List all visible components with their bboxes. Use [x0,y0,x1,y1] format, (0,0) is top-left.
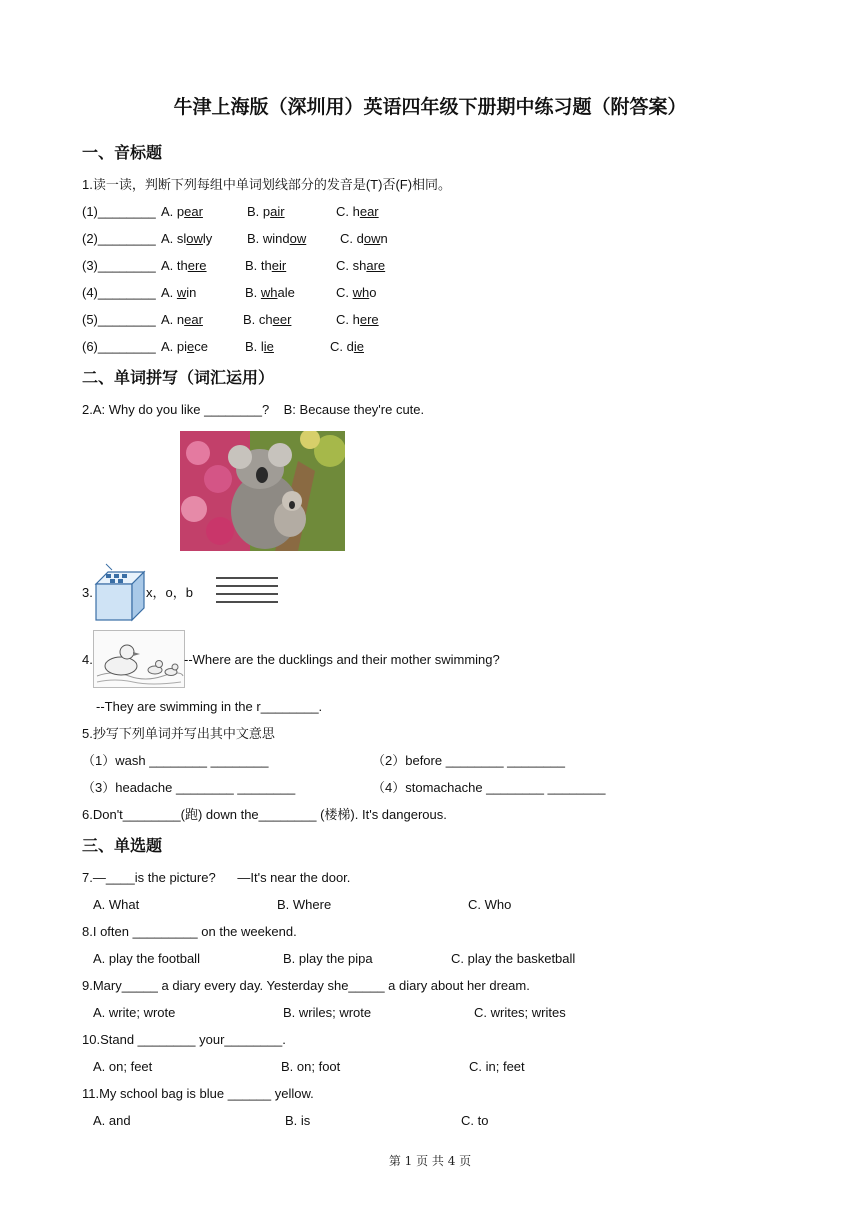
question-7-option: A. What [93,897,140,912]
question-4-number: 4. [82,652,93,667]
question-5-item: （3）headache ________ ________ [82,780,296,795]
document-title: 牛津上海版（深圳用）英语四年级下册期中练习题（附答案） [173,96,687,118]
question-1-blank: (5)________ [82,312,156,327]
question-1-option-a: A. piece [161,339,208,354]
question-1-option-a: A. win [161,285,197,300]
question-10-stem: 10.Stand ________ your________. [82,1032,286,1047]
question-1-blank: (1)________ [82,204,156,219]
question-1-option-c: C. hear [336,204,379,219]
question-9-option: B. wriles; wrote [283,1005,372,1020]
question-3-letters: x，o，b [146,585,193,600]
question-4-answer: --They are swimming in the r________. [96,699,323,714]
section-heading-choice: 三、单选题 [82,836,163,855]
question-4-text: --Where are the ducklings and their mother swimming? [184,652,500,667]
question-6-text: 6.Don't________(跑) down the________ (楼梯). It's dangerous. [82,807,447,822]
question-9-option: C. writes; writes [474,1005,566,1020]
ducks-picture [93,630,185,688]
question-11-option: C. to [461,1113,489,1128]
question-1-option-c: C. die [330,339,364,354]
question-1-option-b: B. whale [245,285,295,300]
question-7-stem: 7.—____is the picture? —It's near the door. [82,870,351,885]
question-5-item: （4）stomachache ________ ________ [372,780,606,795]
question-8-option: A. play the football [93,951,200,966]
question-1-prompt: 1.读一读，判断下列每组中单词划线部分的发音是(T)否(F)相同。 [82,177,452,192]
question-5-item: （2）before ________ ________ [372,753,565,768]
question-5-item: （1）wash ________ ________ [82,753,269,768]
question-11-stem: 11.My school bag is blue ______ yellow. [82,1086,314,1101]
question-1-blank: (2)________ [82,231,156,246]
section-heading-spelling: 二、单词拼写（词汇运用） [82,368,275,387]
question-9-option: A. write; wrote [93,1005,176,1020]
question-1-option-c: C. share [336,258,386,273]
question-8-option: C. play the basketball [451,951,576,966]
question-8-stem: 8.I often _________ on the weekend. [82,924,297,939]
question-1-option-b: B. window [247,231,307,246]
section-heading-phonetics: 一、音标题 [82,143,163,162]
question-2-text: 2.A: Why do you like ________? B: Because they're cute. [82,402,425,417]
question-1-option-b: B. their [245,258,287,273]
question-10-option: B. on; foot [281,1059,341,1074]
question-8-option: B. play the pipa [283,951,373,966]
writing-lines [216,576,278,606]
question-7-option: C. Who [468,897,512,912]
question-9-stem: 9.Mary_____ a diary every day. Yesterday she_____ a diary about her dream. [82,978,530,993]
question-10-option: C. in; feet [469,1059,525,1074]
question-1-blank: (6)________ [82,339,156,354]
question-1-option-c: C. down [340,231,388,246]
question-1-blank: (4)________ [82,285,156,300]
page-footer: 第 1 页 共 4 页 [388,1154,472,1168]
question-1-option-c: C. who [336,285,377,300]
question-7-option: B. Where [277,897,332,912]
koala-photo [180,431,345,551]
question-11-option: A. and [93,1113,131,1128]
question-5-prompt: 5.抄写下列单词并写出其中文意思 [82,726,275,741]
question-1-option-b: B. cheer [243,312,292,327]
question-1-option-b: B. pair [247,204,285,219]
question-1-option-a: A. near [161,312,203,327]
question-1-option-a: A. there [161,258,207,273]
question-3-number: 3. [82,585,93,600]
question-1-option-a: A. slowly [161,231,213,246]
question-11-option: B. is [285,1113,311,1128]
box-picture [92,562,148,624]
question-1-blank: (3)________ [82,258,156,273]
question-1-option-c: C. here [336,312,379,327]
question-1-option-b: B. lie [245,339,274,354]
question-10-option: A. on; feet [93,1059,153,1074]
question-1-option-a: A. pear [161,204,203,219]
